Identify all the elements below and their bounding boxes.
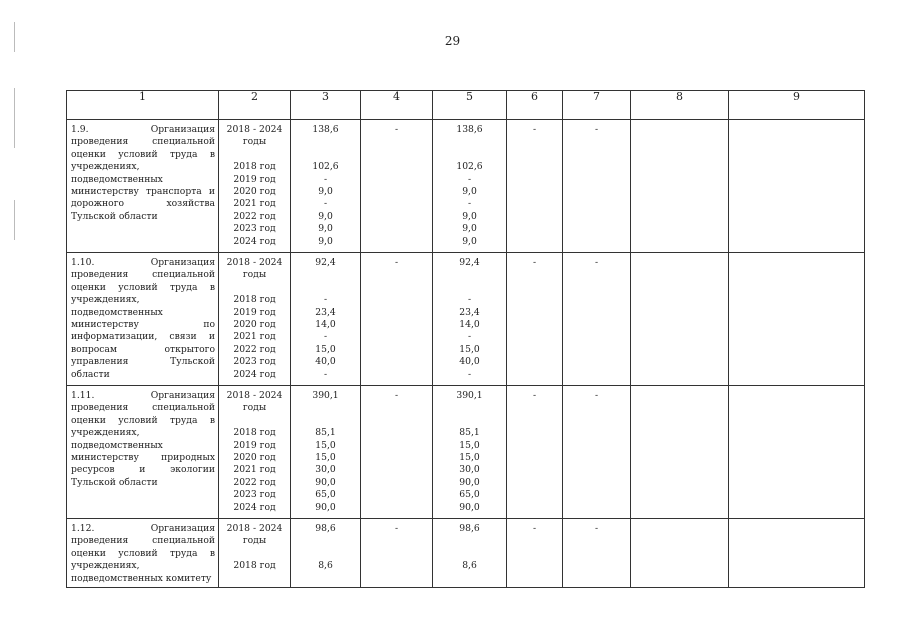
header-cell: 8	[631, 91, 729, 120]
year-amount: 102,6	[312, 161, 339, 173]
col8-cell	[631, 519, 729, 588]
header-cell: 7	[563, 91, 631, 120]
period-word: годы	[242, 402, 267, 414]
year-label: 2020 год	[233, 319, 276, 331]
year-amount: 9,0	[462, 223, 477, 235]
amount-total-cell	[291, 120, 361, 253]
year-amount: 90,0	[459, 501, 480, 513]
col5-total: 98,6	[459, 523, 480, 534]
year-amount: -	[323, 331, 328, 343]
col9-cell	[729, 253, 865, 386]
col6-cell	[507, 519, 563, 588]
year-amount: -	[323, 173, 328, 185]
amount-total: 92,4	[315, 257, 336, 268]
year-label: 2021 год	[233, 331, 276, 343]
item-description: 1.12. Организация проведения специальной оценки условий труда в учреждениях, подведомственных комитету	[67, 519, 219, 588]
col8-cell	[631, 253, 729, 386]
year-amount: -	[467, 331, 472, 343]
col7-value: -	[594, 390, 599, 401]
year-amount: -	[323, 294, 328, 306]
page-number: 29	[444, 34, 461, 48]
col5-total: 138,6	[456, 124, 483, 135]
col6-cell	[507, 253, 563, 386]
item-description: 1.11. Организация проведения специальной оценки условий труда в учреждениях, подведомственных министерству природных ресурсов и экологии Тульской области	[67, 386, 219, 519]
year-label: 2018 год	[233, 427, 276, 439]
year-label: 2022 год	[233, 210, 276, 222]
col4-cell	[361, 519, 433, 588]
year-amount: 8,6	[318, 560, 333, 572]
col7-value: -	[594, 523, 599, 534]
col5-total: 390,1	[456, 390, 483, 401]
year-label: 2023 год	[233, 223, 276, 235]
period-cell	[219, 519, 291, 588]
amount-total: 138,6	[312, 124, 339, 135]
year-amount: 85,1	[459, 427, 480, 439]
year-label: 2024 год	[233, 235, 276, 247]
year-label: 2020 год	[233, 452, 276, 464]
col6-cell	[507, 386, 563, 519]
table-row	[67, 386, 865, 519]
year-label: 2023 год	[233, 489, 276, 501]
year-amount: 15,0	[459, 343, 480, 355]
year-label: 2019 год	[233, 306, 276, 318]
col4-value: -	[394, 390, 399, 401]
year-label: 2018 год	[233, 560, 276, 572]
col9-cell	[729, 120, 865, 253]
header-cell: 6	[507, 91, 563, 120]
year-label: 2018 год	[233, 161, 276, 173]
year-amount: 15,0	[315, 452, 336, 463]
year-amount: 9,0	[462, 210, 477, 222]
col9-cell	[729, 519, 865, 588]
year-label: 2024 год	[233, 501, 276, 513]
col5-cell	[433, 120, 507, 253]
col4-value: -	[394, 257, 399, 268]
col5-total: 92,4	[459, 257, 480, 268]
period-word: годы	[242, 136, 267, 148]
year-amount: 14,0	[459, 319, 480, 330]
header-row	[67, 91, 865, 120]
col6-value: -	[532, 124, 537, 135]
period-total: 2018 - 2024	[226, 124, 283, 135]
year-amount: 102,6	[456, 161, 483, 173]
year-amount: 9,0	[318, 210, 333, 222]
year-amount: -	[467, 294, 472, 306]
year-amount: 15,0	[459, 452, 480, 463]
period-total: 2018 - 2024	[226, 523, 283, 534]
amount-total-cell	[291, 253, 361, 386]
year-label: 2019 год	[233, 173, 276, 185]
period-cell	[219, 253, 291, 386]
col6-value: -	[532, 523, 537, 534]
col5-cell	[433, 253, 507, 386]
year-amount: 65,0	[459, 489, 480, 501]
col4-value: -	[394, 523, 399, 534]
year-label: 2022 год	[233, 476, 276, 488]
year-amount: 15,0	[459, 439, 480, 451]
year-amount: -	[323, 198, 328, 210]
year-amount: 85,1	[315, 427, 336, 439]
year-amount: 90,0	[315, 476, 336, 488]
period-cell	[219, 386, 291, 519]
col4-cell	[361, 386, 433, 519]
period-word: годы	[242, 269, 267, 281]
col7-cell	[563, 386, 631, 519]
col7-cell	[563, 120, 631, 253]
year-amount: 9,0	[318, 186, 333, 197]
year-amount: 9,0	[318, 235, 333, 247]
year-amount: 65,0	[315, 489, 336, 501]
budget-table	[66, 90, 865, 588]
col9-cell	[729, 386, 865, 519]
col5-cell	[433, 519, 507, 588]
table-row	[67, 519, 865, 588]
col4-cell	[361, 120, 433, 253]
year-amount: 40,0	[315, 356, 336, 368]
header-cell: 5	[433, 91, 507, 120]
header-cell: 3	[291, 91, 361, 120]
year-amount: 23,4	[315, 306, 336, 318]
col4-value: -	[394, 124, 399, 135]
year-amount: 9,0	[462, 186, 477, 197]
year-amount: -	[467, 173, 472, 185]
col7-cell	[563, 519, 631, 588]
year-amount: 90,0	[459, 476, 480, 488]
period-cell	[219, 120, 291, 253]
year-amount: 23,4	[459, 306, 480, 318]
year-amount: 30,0	[459, 464, 480, 476]
col4-cell	[361, 253, 433, 386]
col6-value: -	[532, 390, 537, 401]
year-amount: 15,0	[315, 343, 336, 355]
col7-cell	[563, 253, 631, 386]
year-amount: -	[467, 368, 472, 380]
col8-cell	[631, 386, 729, 519]
year-label: 2023 год	[233, 356, 276, 368]
year-amount: 9,0	[462, 235, 477, 247]
year-amount: 14,0	[315, 319, 336, 330]
col6-value: -	[532, 257, 537, 268]
year-label: 2021 год	[233, 464, 276, 476]
period-total: 2018 - 2024	[226, 390, 283, 401]
amount-total: 390,1	[312, 390, 339, 401]
year-amount: 8,6	[462, 560, 477, 572]
amount-total-cell	[291, 386, 361, 519]
col7-value: -	[594, 257, 599, 268]
period-total: 2018 - 2024	[226, 257, 283, 268]
header-cell: 4	[361, 91, 433, 120]
period-word: годы	[242, 535, 267, 547]
year-label: 2024 год	[233, 368, 276, 380]
amount-total: 98,6	[315, 523, 336, 534]
year-amount: -	[323, 368, 328, 380]
scan-edge-mark	[14, 200, 15, 240]
col5-cell	[433, 386, 507, 519]
col7-value: -	[594, 124, 599, 135]
year-label: 2022 год	[233, 343, 276, 355]
year-amount: 40,0	[459, 356, 480, 368]
year-label: 2021 год	[233, 198, 276, 210]
header-cell: 9	[729, 91, 865, 120]
header-cell: 1	[67, 91, 219, 120]
year-amount: 90,0	[315, 501, 336, 513]
item-description: 1.10. Организация проведения специальной оценки условий труда в учреждениях, подведомственных министерству по информатизации, связи и вопросам открытого управления Тульской области	[67, 253, 219, 386]
header-cell: 2	[219, 91, 291, 120]
year-amount: 30,0	[315, 464, 336, 476]
year-amount: 9,0	[318, 223, 333, 235]
table-row	[67, 120, 865, 253]
year-label: 2019 год	[233, 439, 276, 451]
year-amount: -	[467, 198, 472, 210]
col8-cell	[631, 120, 729, 253]
table-row	[67, 253, 865, 386]
year-label: 2020 год	[233, 186, 276, 198]
amount-total-cell	[291, 519, 361, 588]
year-label: 2018 год	[233, 294, 276, 306]
col6-cell	[507, 120, 563, 253]
scan-edge-mark	[14, 88, 15, 148]
year-amount: 15,0	[315, 439, 336, 451]
item-description: 1.9. Организация проведения специальной оценки условий труда в учреждениях, подведомственных министерству транспорта и дорожного хозяйства Тульской области	[67, 120, 219, 253]
